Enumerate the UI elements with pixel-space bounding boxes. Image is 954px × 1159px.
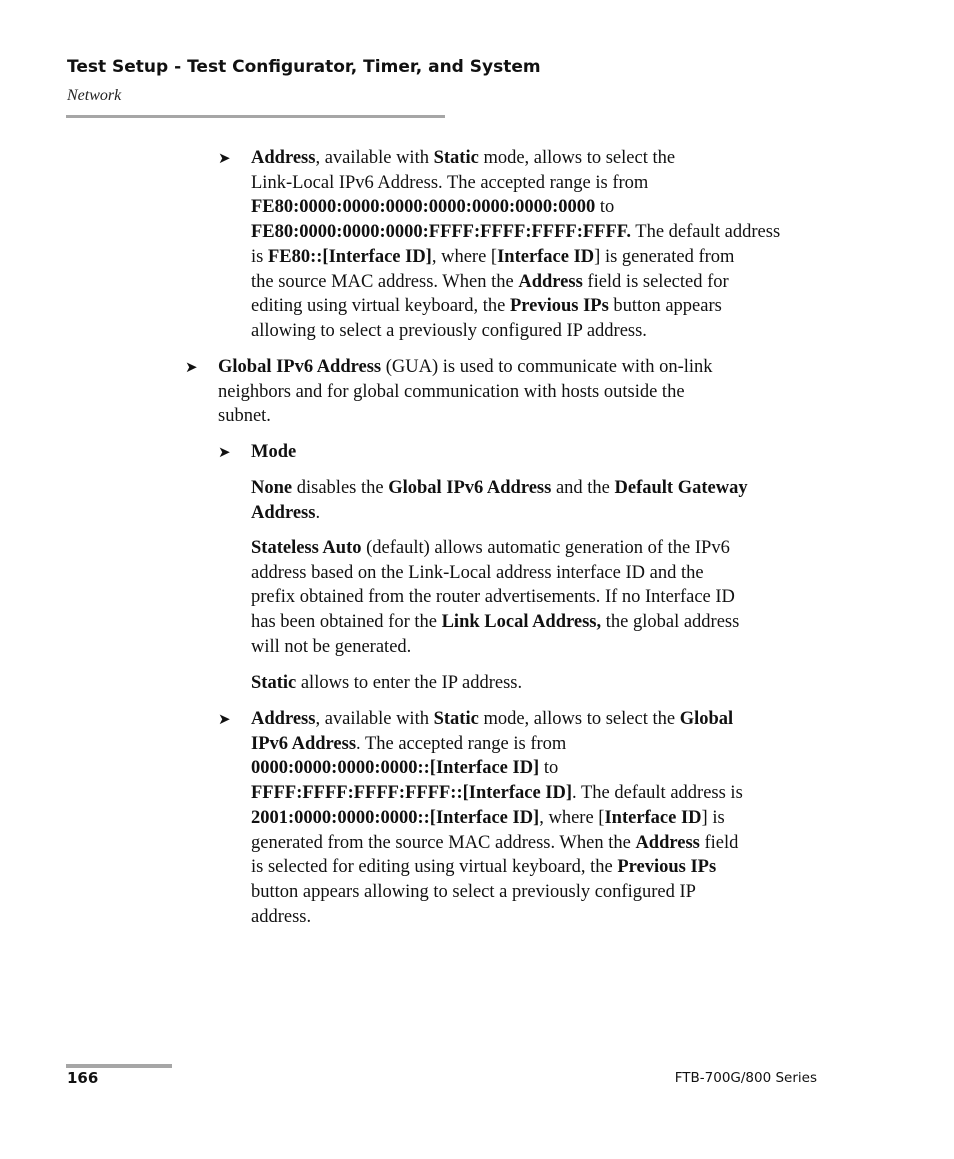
text-line [251, 781, 841, 806]
text-line [251, 195, 831, 220]
text-line [251, 319, 831, 344]
header-title: Test Setup - Test Configurator, Timer, and System [67, 57, 541, 77]
footer-divider [66, 1064, 172, 1068]
text-run: (GUA) is used to communicate with on-link [381, 357, 713, 377]
text-run: disables the [292, 478, 389, 498]
text-run: , where [ [431, 246, 498, 267]
text-run: (default) allows automatic generation of the IPv6 [361, 538, 730, 558]
text-run: , where [ [539, 807, 605, 828]
ll-address-item [251, 146, 831, 344]
page-number: 166 [67, 1069, 99, 1087]
bold-run: Static [251, 673, 297, 693]
text-line [251, 220, 831, 245]
mode-none-paragraph [251, 476, 841, 525]
global-address-item [251, 707, 841, 929]
bold-run: Default Gateway [614, 478, 748, 498]
bold-run: 2001:0000:0000:0000::[Interface ID] [251, 807, 540, 828]
text-run: generated from the source MAC address. When the [251, 832, 636, 853]
bold-run: Address [251, 709, 316, 729]
arrow-bullet-icon: ➤ [218, 445, 231, 461]
text-run: will not be generated. [251, 636, 412, 657]
bold-run: Global IPv6 Address [218, 357, 382, 377]
arrow-bullet-icon: ➤ [218, 151, 231, 167]
text-run: Link-Local IPv6 Address. The accepted range is from [251, 172, 649, 193]
text-line [251, 561, 841, 586]
bold-run: Previous IPs [509, 296, 609, 317]
text-line [251, 245, 831, 270]
text-run: allows to enter the IP address. [296, 673, 523, 693]
text-run: is selected for editing using virtual keyboard, the [251, 857, 618, 878]
text-line [251, 440, 831, 465]
text-run: field is selected for [582, 271, 729, 292]
bold-run: Address [251, 502, 316, 523]
bold-run: Interface ID [497, 246, 595, 267]
text-line [251, 171, 831, 196]
text-run: address based on the Link-Local address interface ID and the [251, 562, 704, 583]
text-run: the global address [601, 612, 740, 633]
bold-run: FE80:0000:0000:0000:FFFF:FFFF:FFFF:FFFF. [251, 222, 631, 243]
text-line [218, 380, 828, 405]
text-run: and the [551, 478, 615, 498]
global-ipv6-item [218, 355, 828, 429]
text-line [251, 707, 841, 732]
text-line [251, 501, 841, 526]
text-run: , available with [315, 709, 434, 729]
bold-run: FE80::[Interface ID] [267, 246, 432, 267]
text-line [218, 404, 828, 429]
text-run: to [539, 758, 559, 779]
text-line [251, 536, 841, 561]
text-run: allowing to select a previously configured IP address. [251, 320, 647, 341]
text-run: subnet. [218, 406, 271, 427]
text-line [251, 294, 831, 319]
header-divider [66, 115, 445, 118]
text-run: mode, allows to select the [478, 709, 680, 729]
text-line [251, 671, 831, 696]
text-line [251, 855, 841, 880]
text-run: , available with [315, 148, 434, 168]
bold-run: FE80:0000:0000:0000:0000:0000:0000:0000 [251, 197, 596, 218]
bold-run: 0000:0000:0000:0000::[Interface ID] [251, 758, 540, 779]
arrow-bullet-icon: ➤ [218, 712, 231, 728]
bold-run: Static [433, 709, 479, 729]
bold-run: Address [635, 832, 700, 853]
text-run: . [315, 502, 321, 523]
text-run: to [595, 197, 615, 218]
text-run: ] is [701, 807, 725, 828]
bold-run: Mode [251, 442, 297, 462]
text-run: neighbors and for global communication with hosts outside the [218, 381, 685, 402]
text-line [251, 880, 841, 905]
text-line [218, 355, 828, 380]
text-line [251, 610, 841, 635]
mode-stateless-paragraph [251, 536, 841, 660]
text-line [251, 831, 841, 856]
text-run: mode, allows to select the [478, 148, 676, 168]
text-run: . The default address is [572, 783, 743, 804]
bold-run: Global IPv6 Address [388, 478, 552, 498]
bold-run: Stateless Auto [251, 538, 362, 558]
text-run: the source MAC address. When the [251, 271, 519, 292]
text-line [251, 732, 841, 757]
text-run: button appears [608, 296, 722, 317]
bold-run: Link Local Address, [441, 612, 602, 633]
text-run: ] is generated from [594, 246, 735, 267]
text-run: The default address [631, 222, 781, 243]
text-run: field [699, 832, 739, 853]
text-run: is [251, 246, 268, 267]
bold-run: Previous IPs [617, 857, 717, 878]
text-run: button appears allowing to select a previously configured IP [251, 881, 696, 902]
mode-item [251, 440, 831, 465]
arrow-bullet-icon: ➤ [185, 360, 198, 376]
bold-run: None [251, 478, 293, 498]
text-run: address. [251, 906, 312, 927]
text-line [251, 270, 831, 295]
text-line [251, 585, 841, 610]
header-subtitle: Network [67, 87, 122, 104]
text-line [251, 146, 831, 171]
text-run: editing using virtual keyboard, the [251, 296, 510, 317]
bold-run: Global [679, 709, 734, 729]
bold-run: FFFF:FFFF:FFFF:FFFF::[Interface ID] [251, 783, 573, 804]
text-line [251, 806, 841, 831]
bold-run: Address [518, 271, 583, 292]
text-run: . The accepted range is from [356, 733, 567, 754]
text-line [251, 905, 841, 930]
text-run: has been obtained for the [251, 612, 442, 633]
bold-run: Address [251, 148, 316, 168]
bold-run: Static [433, 148, 479, 168]
text-line [251, 635, 841, 660]
bold-run: Interface ID [604, 807, 702, 828]
text-line [251, 476, 841, 501]
mode-static-paragraph [251, 671, 831, 696]
bold-run: IPv6 Address [251, 733, 357, 754]
text-line [251, 756, 841, 781]
product-series: FTB-700G/800 Series [674, 1070, 817, 1086]
text-run: prefix obtained from the router advertisements. If no Interface ID [251, 587, 735, 608]
